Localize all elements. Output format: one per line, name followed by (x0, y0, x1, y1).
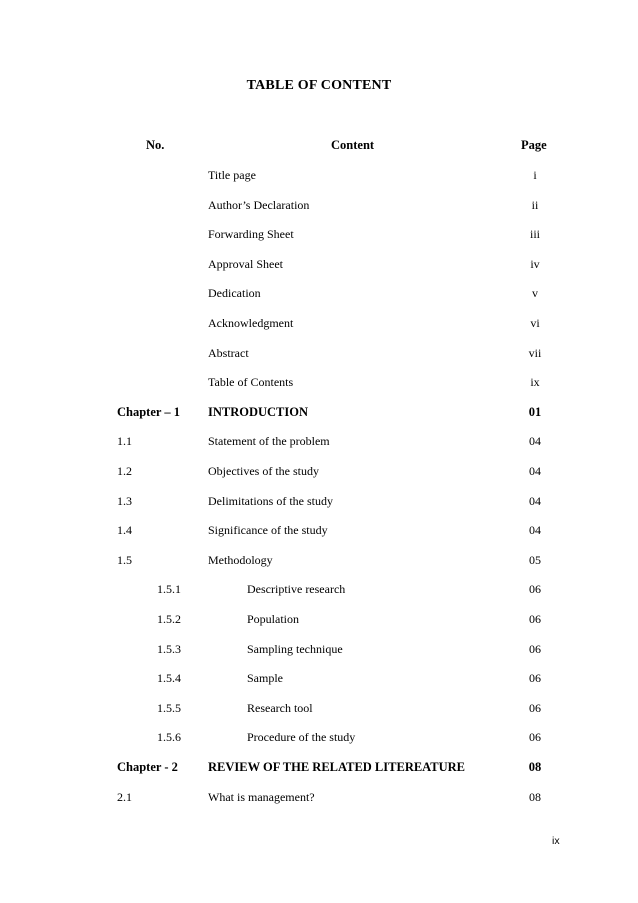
toc-entry-page: 06 (529, 701, 541, 715)
column-header-content: Content (331, 138, 375, 152)
toc-entry-title: Author’s Declaration (208, 198, 310, 212)
toc-row (0, 316, 638, 336)
toc-entry-page: 08 (528, 760, 542, 774)
toc-entry-number: 1.5.1 (157, 582, 181, 596)
toc-entry-title: Methodology (208, 553, 273, 567)
toc-entry-page: iii (529, 227, 540, 241)
toc-entry-title: Acknowledgment (208, 316, 294, 330)
toc-chapter-row (0, 405, 638, 425)
toc-entry-title: Procedure of the study (247, 730, 356, 744)
toc-row (0, 198, 638, 218)
toc-entry-page: vi (530, 316, 540, 330)
toc-row (0, 346, 638, 366)
toc-entry-page: 06 (529, 582, 541, 596)
toc-entry-title: Dedication (208, 286, 261, 300)
toc-row (0, 790, 638, 810)
toc-entry-number: 1.5 (117, 553, 132, 567)
toc-row (0, 671, 638, 691)
toc-row (0, 701, 638, 721)
toc-row (0, 168, 638, 188)
toc-entry-page: 06 (529, 730, 541, 744)
toc-entry-number: Chapter – 1 (117, 405, 180, 419)
toc-entry-title: Table of Contents (208, 375, 294, 389)
toc-entry-page: 04 (529, 494, 541, 508)
toc-entry-title: Objectives of the study (208, 464, 319, 478)
toc-entry-number: 1.5.2 (157, 612, 181, 626)
toc-entry-page: vii (528, 346, 542, 360)
toc-entry-number: 1.5.5 (157, 701, 181, 715)
toc-entry-title: Forwarding Sheet (208, 227, 294, 241)
toc-entry-number: Chapter - 2 (117, 760, 178, 774)
toc-entry-title: What is management? (208, 790, 315, 804)
toc-entry-page: 08 (529, 790, 541, 804)
toc-entry-page: 01 (528, 405, 542, 419)
toc-entry-page: 04 (529, 464, 541, 478)
toc-entry-number: 1.2 (117, 464, 132, 478)
column-header-no: No. (146, 138, 165, 152)
toc-entry-page: 06 (529, 612, 541, 626)
toc-entry-number: 1.5.6 (157, 730, 181, 744)
toc-row (0, 553, 638, 573)
toc-entry-page: 04 (529, 434, 541, 448)
toc-entry-title: INTRODUCTION (208, 405, 309, 419)
toc-chapter-row (0, 760, 638, 780)
toc-row (0, 494, 638, 514)
toc-entry-page: ii (531, 198, 539, 212)
toc-entry-title: Title page (208, 168, 256, 182)
toc-entry-page: 05 (529, 553, 541, 567)
toc-entry-title: Sampling technique (247, 642, 343, 656)
toc-entry-number: 1.5.4 (157, 671, 181, 685)
toc-entry-number: 1.3 (117, 494, 132, 508)
toc-entry-page: 04 (529, 523, 541, 537)
toc-row (0, 257, 638, 277)
toc-entry-title: Research tool (247, 701, 313, 715)
column-header-page: Page (521, 138, 547, 152)
toc-row (0, 464, 638, 484)
toc-row (0, 227, 638, 247)
toc-entry-page: 06 (529, 642, 541, 656)
toc-entry-title: Approval Sheet (208, 257, 283, 271)
toc-entry-page: iv (530, 257, 540, 271)
toc-entry-page: 06 (529, 671, 541, 685)
toc-row (0, 612, 638, 632)
toc-row (0, 434, 638, 454)
toc-entry-title: Population (247, 612, 300, 626)
toc-entry-page: v (532, 286, 538, 300)
toc-entry-title: Statement of the problem (208, 434, 330, 448)
toc-entry-page: i (533, 168, 537, 182)
toc-entry-title: REVIEW OF THE RELATED LITEREATURE (208, 760, 466, 774)
toc-entry-number: 1.5.3 (157, 642, 181, 656)
toc-row (0, 286, 638, 306)
toc-row (0, 582, 638, 602)
toc-entry-title: Descriptive research (247, 582, 346, 596)
toc-entry-title: Delimitations of the study (208, 494, 333, 508)
page-title: TABLE OF CONTENT (246, 78, 392, 93)
toc-entry-number: 1.4 (117, 523, 132, 537)
toc-row (0, 730, 638, 750)
toc-entry-title: Sample (247, 671, 283, 685)
toc-entry-title: Abstract (208, 346, 249, 360)
toc-row (0, 523, 638, 543)
toc-entry-number: 1.1 (117, 434, 132, 448)
toc-entry-page: ix (530, 375, 540, 389)
footer-page-number: ix (552, 835, 560, 847)
toc-entry-number: 2.1 (117, 790, 132, 804)
toc-entry-title: Significance of the study (208, 523, 328, 537)
toc-row (0, 642, 638, 662)
toc-row (0, 375, 638, 395)
